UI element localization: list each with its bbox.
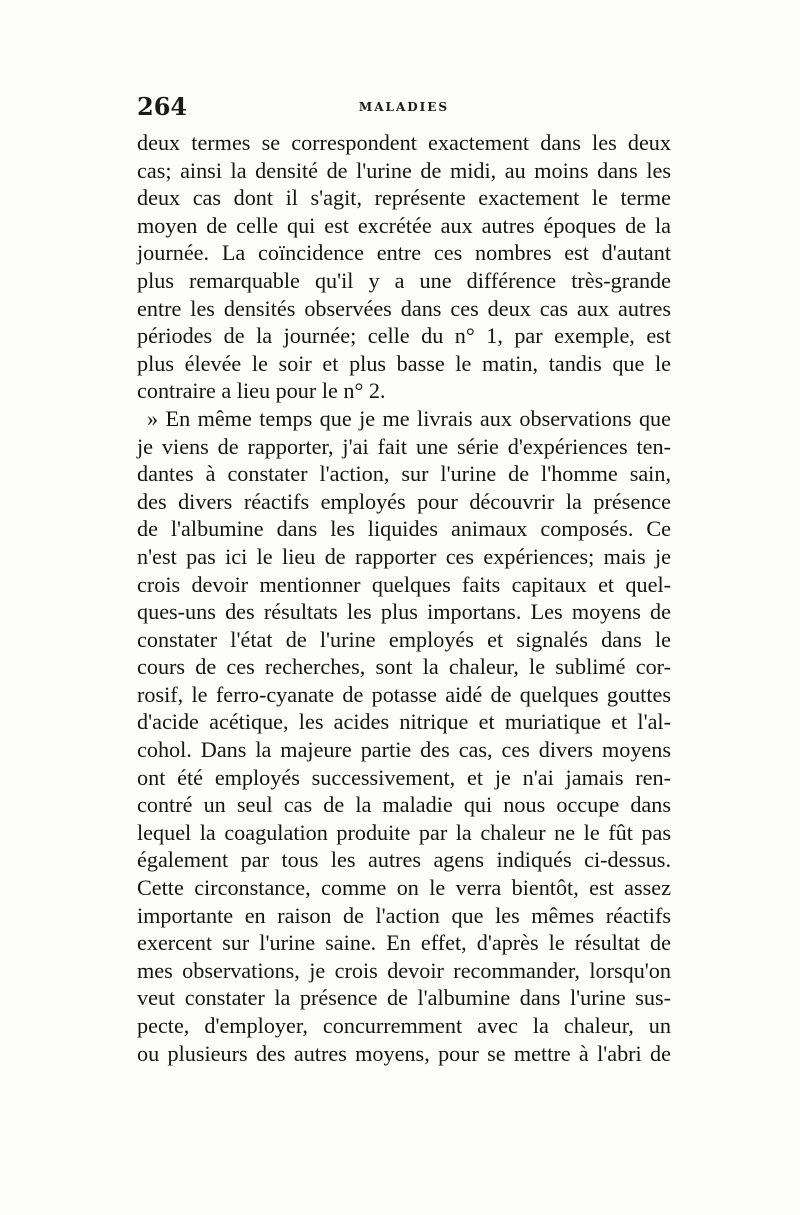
body-text (137, 129, 671, 1067)
text-line: mes observations, je crois devoir recommander, lorsqu'on (137, 957, 671, 983)
text-line: cas; ainsi la densité de l'urine de midi, au moins dans les (137, 157, 671, 183)
text-line: journée. La coïncidence entre ces nombres est d'autant (137, 240, 671, 266)
text-line: constater l'état de l'urine employés et signalés dans le (137, 626, 671, 652)
text-line: plus élevée le soir et plus basse le matin, tandis que le (137, 350, 671, 376)
text-line: également par tous les autres agens indiqués ci-dessus. (137, 847, 671, 873)
text-line: contré un seul cas de la maladie qui nous occupe dans (137, 792, 671, 818)
text-line: ques-uns des résultats les plus importans. Les moyens de (137, 599, 671, 625)
text-line: ou plusieurs des autres moyens, pour se mettre à l'abri de (137, 1040, 671, 1066)
text-line: cohol. Dans la majeure partie des cas, ces divers moyens (137, 737, 671, 763)
text-line: lequel la coagulation produite par la chaleur ne le fût pas (137, 819, 671, 845)
text-line: cours de ces recherches, sont la chaleur, le sublimé cor- (137, 654, 671, 680)
text-line: deux termes se correspondent exactement dans les deux (137, 130, 671, 155)
text-line: Cette circonstance, comme on le verra bientôt, est assez (137, 875, 671, 901)
text-line: importante en raison de l'action que les mêmes réactifs (137, 902, 671, 928)
paragraph-1 (137, 129, 671, 405)
text-line: des divers réactifs employés pour découvrir la présence (137, 488, 671, 514)
text-line: entre les densités observées dans ces deux cas aux autres (137, 295, 671, 321)
text-line: je viens de rapporter, j'ai fait une série d'expériences ten- (137, 433, 671, 459)
text-line: » En même temps que je me livrais aux observations que (147, 405, 671, 431)
text-line: pecte, d'employer, concurremment avec la chaleur, un (137, 1013, 671, 1038)
running-title: MALADIES (358, 100, 450, 114)
text-line: exercent sur l'urine saine. En effet, d'après le résultat de (137, 930, 671, 956)
text-line: dantes à constater l'action, sur l'urine de l'homme sain, (137, 461, 671, 487)
text-line: d'acide acétique, les acides nitrique et muriatique et l'al- (137, 709, 671, 735)
text-line: veut constater la présence de l'albumine dans l'urine sus- (137, 985, 671, 1011)
text-line: rosif, le ferro-cyanate de potasse aidé de quelques gouttes (137, 681, 671, 707)
page-number: 264 (137, 92, 188, 121)
page-header (137, 92, 671, 122)
text-line: de l'albumine dans les liquides animaux composés. Ce (137, 516, 671, 542)
text-line: périodes de la journée; celle du n° 1, par exemple, est (137, 323, 671, 349)
text-line: n'est pas ici le lieu de rapporter ces expériences; mais je (137, 543, 671, 569)
text-line: crois devoir mentionner quelques faits capitaux et quel- (137, 571, 671, 597)
text-line: deux cas dont il s'agit, représente exactement le terme (137, 185, 671, 211)
text-line: ont été employés successivement, et je n'ai jamais ren- (137, 764, 671, 790)
text-line: contraire a lieu pour le n° 2. (137, 378, 386, 404)
paragraph-2 (137, 405, 671, 1067)
text-line: plus remarquable qu'il y a une différence très-grande (137, 267, 671, 293)
text-line: moyen de celle qui est excrétée aux autres époques de la (137, 212, 671, 238)
